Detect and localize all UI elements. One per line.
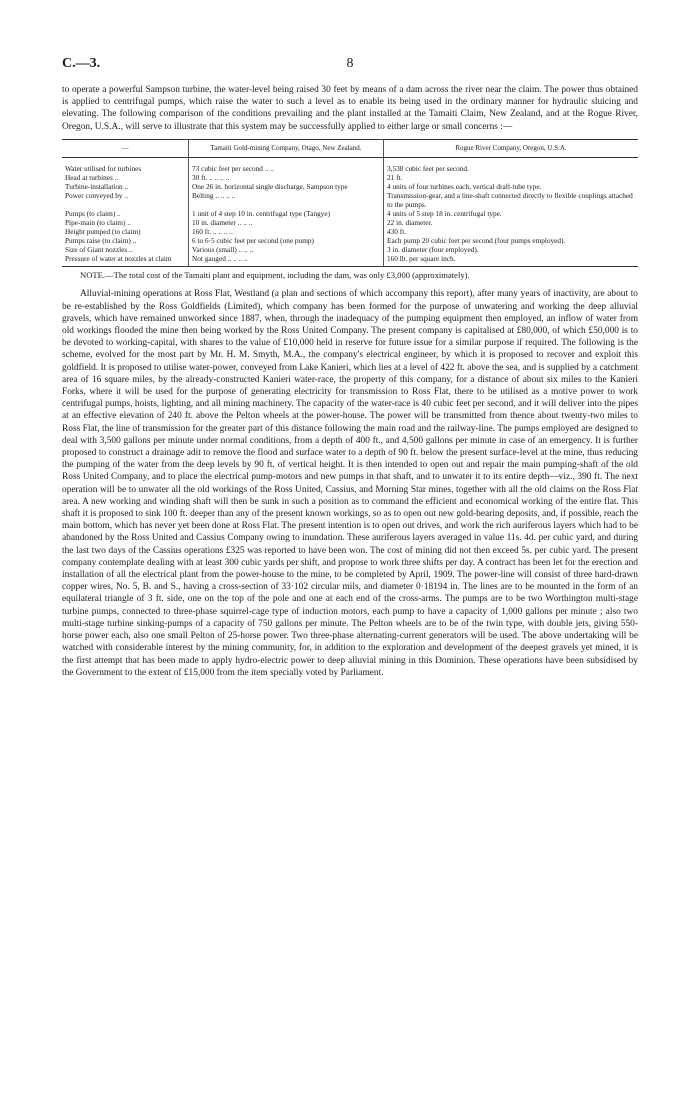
row-label: Head at turbines .. bbox=[62, 173, 189, 182]
page-number: 8 bbox=[346, 56, 354, 71]
row-label: Pipe-main (to claim) .. bbox=[62, 218, 189, 227]
row-label: Power conveyed by .. bbox=[62, 191, 189, 209]
table-row bbox=[62, 191, 638, 209]
rogue-river-cell: 4 units of 5 step 18 in. centrifugal type. bbox=[387, 208, 502, 218]
table-row bbox=[62, 173, 638, 182]
comparison-table bbox=[62, 139, 638, 267]
table-header-cell: — bbox=[62, 139, 189, 157]
document-reference: C.—3. bbox=[62, 56, 101, 71]
page-header bbox=[62, 56, 638, 76]
row-label: Turbine-installation .. bbox=[62, 182, 189, 191]
table-note: NOTE.—The total cost of the Tamaiti plant and equipment, including the dam, was only £3,000 (approximately). bbox=[80, 269, 470, 280]
table-header-cell: Tamaiti Gold-mining Company, Otago, New Zealand. bbox=[189, 139, 384, 157]
tamaiti-cell: 1 unit of 4 step 10 in. centrifugal type (Tangye) bbox=[189, 209, 384, 218]
row-label: Height pumped (to claim) bbox=[62, 227, 189, 236]
table-header-row bbox=[62, 139, 638, 157]
rogue-river-cell: 430 ft. bbox=[387, 226, 407, 236]
table-header-cell: Rogue River Company, Oregon, U.S.A. bbox=[384, 139, 639, 157]
document-page bbox=[62, 56, 638, 679]
rogue-river-cell: 3,538 cubic feet per second. bbox=[387, 163, 469, 173]
table-row bbox=[62, 218, 638, 227]
rogue-river-cell: 21 ft. bbox=[387, 172, 403, 182]
tamaiti-cell: 160 ft. .. .. .. .. bbox=[189, 227, 384, 236]
table-row bbox=[62, 227, 638, 236]
table-row bbox=[62, 245, 638, 254]
tamaiti-cell: 73 cubic feet per second .. .. bbox=[189, 157, 384, 173]
rogue-river-cell: Transmission-gear, and a line-shaft connected directly to flexible couplings attached to the pumps. bbox=[387, 190, 633, 209]
row-label: Water utilised for turbines bbox=[62, 157, 189, 173]
tamaiti-cell: 10 in. diameter .. .. .. bbox=[189, 218, 384, 227]
intro-paragraph: to operate a powerful Sampson turbine, the water-level being raised 30 feet by means of a dam across the river near the claim. The power thus obtained is applied to centrifugal pumps, which raise the water to such a level as to enable its being used in the ordinary manner for hydraulic sluicing and elevating. The following comparison of the conditions prevailing and the plant installed at the Tamaiti Claim, New Zealand, and at the Rogue River, Oregon, U.S.A., will serve to illustrate that this system may be successfully applied to either large or small concerns :— bbox=[62, 85, 638, 132]
tamaiti-cell: Not gauged .. .. .. .. bbox=[189, 254, 384, 267]
row-label: Size of Giant nozzles .. bbox=[62, 245, 189, 254]
table-row bbox=[62, 254, 638, 267]
table-row bbox=[62, 209, 638, 218]
rogue-river-cell: 160 lb. per square inch. bbox=[387, 253, 456, 263]
rogue-river-cell: 3 in. diameter (four employed). bbox=[387, 244, 479, 254]
rogue-river-cell: 22 in. diameter. bbox=[387, 217, 433, 227]
row-label: Pumps raise (to claim) .. bbox=[62, 236, 189, 245]
tamaiti-cell: Belting .. .. .. .. bbox=[189, 191, 384, 209]
rogue-river-cell: 4 units of four turbines each, vertical draft-tube type. bbox=[387, 181, 542, 191]
table-row bbox=[62, 236, 638, 245]
row-label: Pumps (to claim) .. bbox=[62, 209, 189, 218]
rogue-river-cell: Each pump 20 cubic feet per second (four pumps employed). bbox=[387, 235, 566, 245]
table-row bbox=[62, 182, 638, 191]
main-paragraph: Alluvial-mining operations at Ross Flat, Westland (a plan and sections of which accompany this report), after many years of inactivity, are about to be re-established by the Ross Goldfields (Limited), which company has been formed for the purpose of unwatering and working the deep alluvial gravels, which have remained unworked since 1887, when, through the inadequacy of the pumping equipment then employed, an inflow of water from old workings flooded the mine then being worked by the Ross United Company. The present company is capitalised at £80,000, of which £50,000 is to be devoted to working-capital, with shares to the value of £10,000 held in reserve for future issue for a similar purpose if required. The following is the scheme, evolved for the most part by Mr. H. M. Smyth, M.A., the company's electrical engineer, by which it is proposed to recover and exploit this goldfield. It is proposed to utilise water-power, conveyed from Lake Kanieri, which lies at a level of 422 ft. above the sea, and is supplied by a catchment area of 16 square miles, by the already-constructed Kanieri water-race, the property of this company, for a distance of about six miles to the Kanieri Forks, where it will be used for the purpose of generating electricity for transmission to Ross Flat, there to be utilised as a motive power to work centrifugal pumps, hoists, lighting, and all mining machinery. The capacity of the water-race is 40 cubic feet per second, and it will deliver into the pipes at an effective elevation of 240 ft. above the Pelton wheels at the power-house. The power will be transmitted from thence about twenty-two miles to Ross Flat, the line of transmission for the greater part of this distance following the main road and the railway-line. The pumps employed are designed to deal with 3,500 gallons per minute under normal conditions, from a depth of 400 ft., and 4,500 gallons per minute in case of an emergency. It is further proposed to construct a drainage adit to remove the flood and surface water to a depth of 90 ft. below the present surface-level at the mine, thus reducing the pumping of the water from the deep levels by 90 ft. of vertical height. It is then intended to open out and repair the main pumping-shaft of the old Ross United Company, and to place the electrical pump-motors and new pumps in that shaft, and to unwater it to its entire depth—viz., 390 ft. The next operation will be to unwater all the old workings of the Ross United, Cassius, and Morning Star mines, together with all the old claims on the Ross Flat area. A new working and winding shaft will then be sunk in such a position as to command the efficient and economical working of the entire flat. This shaft it is proposed to sink 100 ft. deeper than any of the present known workings, so as to open out new gold-bearing deposits, and, if possible, reach the main bottom, which has never yet been done at Ross Flat. The present intention is to open out drives, and work the rich auriferous layers which had to be abandoned by the Ross United and Cassius Company owing to inundation. These auriferous layers averaged in value 11s. 4d. per cubic yard, and during the last two days of the Cassius operations £325 was reported to have been won. The cost of mining did not then exceed 5s. per cubic yard. The present company contemplate dealing with at least 300 cubic yards per shift, and propose to work three shifts per day. A contract has been let for the erection and installation of all the electrical plant from the power-house to the mine, to be completed by April, 1909. The power-line will consist of three hard-drawn copper wires, No. 5, B. and S., having a cross-section of 33·102 circular mils, and diameter 0·18194 in. The lines are to be mounted in the form of an equilateral triangle of 3 ft. side, one on the top of the pole and one at each end of the cross-arms. The pumps are to be two Worthington multi-stage turbine pumps, connected to three-phase squirrel-cage type of induction motors, each pump to have a capacity of 1,000 gallons per minute ; also two multi-stage turbine sinking-pumps of a capacity of 750 gallons per minute. The Pelton wheels are to be of the twin type, with double jets, giving 550-horse power each, also one small Pelton of 25-horse power. Two three-phase alternating-current generators will be used. The above undertaking will be watched with considerable interest by the mining community, for, in addition to the exploration and development of the deepest gravels yet mined, it is the first attempt that has been made to apply hydro-electric power to deep alluvial mining in this Dominion. These operations have been subsidised by the Government to the extent of £15,000 from the item specially voted by Parliament. bbox=[62, 289, 638, 678]
row-label: Pressure of water at nozzles at claim bbox=[62, 254, 189, 267]
table-row bbox=[62, 157, 638, 173]
tamaiti-cell: 30 ft. .. .. .. .. bbox=[189, 173, 384, 182]
tamaiti-cell: Various (small) .. .. .. bbox=[189, 245, 384, 254]
tamaiti-cell: 6 to 6·5 cubic feet per second (one pump) bbox=[189, 236, 384, 245]
tamaiti-cell: One 26 in. horizontal single discharge, Sampson type bbox=[189, 182, 384, 191]
